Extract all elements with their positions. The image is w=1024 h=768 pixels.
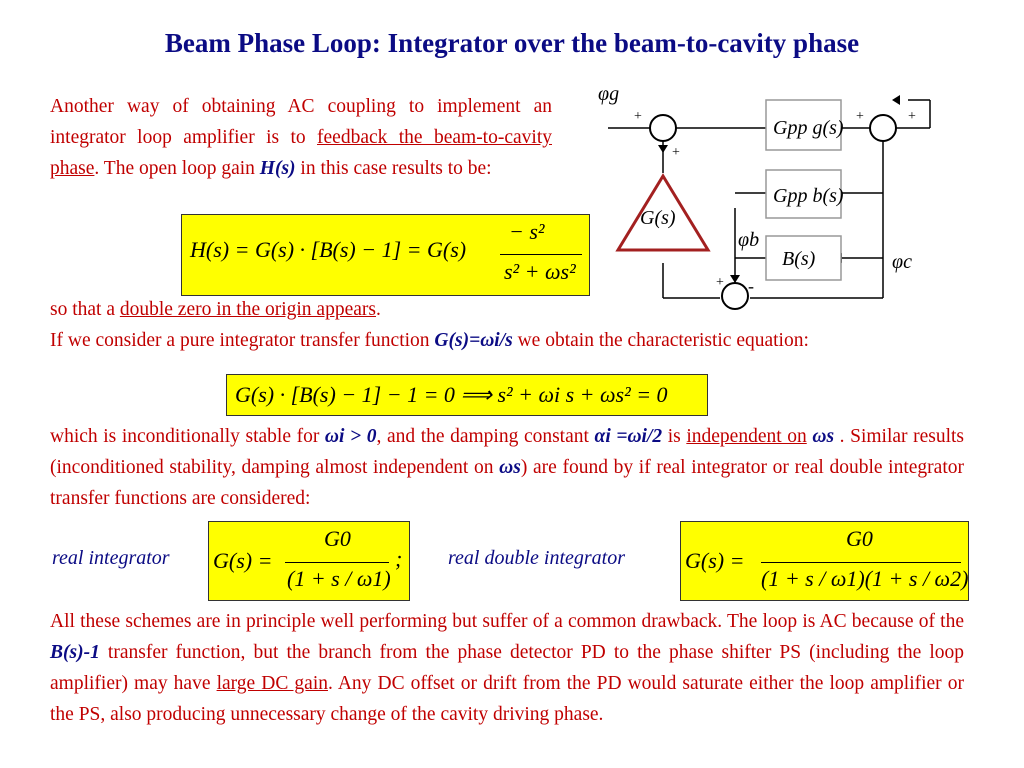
g-block-label: G(s) [640, 207, 676, 229]
p3-text-b: we obtain the characteristic equation: [512, 330, 809, 351]
equation-characteristic [226, 374, 708, 416]
eq4-numerator: G0 [846, 526, 873, 551]
p4-text-c: is [662, 426, 687, 447]
sum2-plus-b: + [908, 109, 916, 124]
p5-text-b: transfer function, but the branch from the phase detector PD to the phase shifter PS (including the loop amplifier) may have [50, 642, 964, 694]
double-zero-paragraph [50, 294, 964, 325]
p2-text-a: so that a [50, 299, 120, 320]
page-title: Beam Phase Loop: Integrator over the beam-to-cavity phase [164, 28, 860, 58]
omega-s-b: ωs [499, 457, 521, 478]
sum1-plus-a: + [634, 109, 642, 124]
sum2-plus-a: + [856, 109, 864, 124]
eq1-lhs: H(s) = G(s) · [B(s) − 1] = G(s) [190, 237, 467, 262]
eq4-denominator: (1 + s / ω1)(1 + s / ω2) [761, 566, 969, 591]
sum3-minus: - [748, 276, 754, 296]
sum3-plus: + [716, 275, 724, 290]
drawback-paragraph [50, 606, 964, 730]
p4-underlined: independent on [686, 426, 807, 447]
p4-text-e: . Similar results (inconditioned stability, damping almost independent on [50, 426, 965, 478]
equation-real-double-integrator [680, 521, 969, 601]
stability-paragraph [50, 421, 964, 514]
equation-open-loop-gain [181, 214, 590, 296]
gs-integrator: G(s)=ωi/s [434, 330, 513, 351]
real-double-integrator-label: real double integrator [448, 547, 626, 569]
intro-text-a: Another way of obtaining AC coupling to implement an integrator loop amplifier is to [50, 96, 552, 148]
gpp-b-label: Gpp b(s) [773, 185, 844, 207]
phi-c-label: φc [892, 251, 912, 273]
p5-text-a: All these schemes are in principle well performing but suffer of a common drawback. The loop is AC because of the [50, 611, 964, 632]
omega-i-condition: ωi > 0 [324, 426, 377, 447]
intro-text-c: in this case results to be: [295, 158, 492, 179]
intro-paragraph [50, 91, 552, 184]
beam-phase-loop-diagram [590, 78, 1020, 310]
eq3-tail: ; [395, 546, 403, 571]
eq3-numerator: G0 [324, 526, 351, 551]
p3-text-a: If we consider a pure integrator transfer function [50, 330, 435, 351]
p4-text-b: , and the damping constant [376, 426, 595, 447]
integrator-paragraph [50, 325, 964, 356]
p5-underlined: large DC gain [216, 673, 328, 694]
p4-text-f: ) are found by if real integrator or real double integrator transfer functions are considered: [50, 457, 964, 509]
p2-text-b: . [375, 299, 381, 320]
eq3-lhs: G(s) = [213, 548, 273, 573]
p4-text-a: which is inconditionally stable for [50, 426, 325, 447]
eq3-denominator: (1 + s / ω1) [287, 566, 391, 591]
b-block-label: B(s) [782, 248, 816, 270]
p2-underlined: double zero in the origin appears [119, 299, 376, 320]
real-integrator-label: real integrator [52, 547, 170, 569]
bs-minus-one: B(s)-1 [50, 642, 100, 663]
omega-s-a: ωs [812, 426, 835, 447]
p5-text-c: . Any DC offset or drift from the PD would saturate either the loop amplifier or the PS, also producing unnecessary change of the cavity driving phase. [50, 673, 964, 725]
eq2-text: G(s) · [B(s) − 1] − 1 = 0 ⟹ s² + ωi s + ωs² = 0 [235, 382, 668, 407]
sum1-plus-b: + [672, 145, 680, 160]
phi-g-label: φg [598, 83, 620, 105]
intro-text-b: . The open loop gain [94, 158, 260, 179]
equation-real-integrator [208, 521, 410, 601]
eq4-lhs: G(s) = [685, 548, 745, 573]
hs-symbol: H(s) [259, 158, 296, 179]
eq1-denominator: s² + ωs² [504, 259, 576, 284]
phi-b-label: φb [738, 229, 760, 251]
gpp-g-label: Gpp g(s) [773, 117, 844, 139]
eq1-numerator: − s² [509, 219, 545, 244]
intro-underlined: feedback the beam-to-cavity phase [50, 127, 552, 179]
alpha-i: αi =ωi/2 [594, 426, 663, 447]
